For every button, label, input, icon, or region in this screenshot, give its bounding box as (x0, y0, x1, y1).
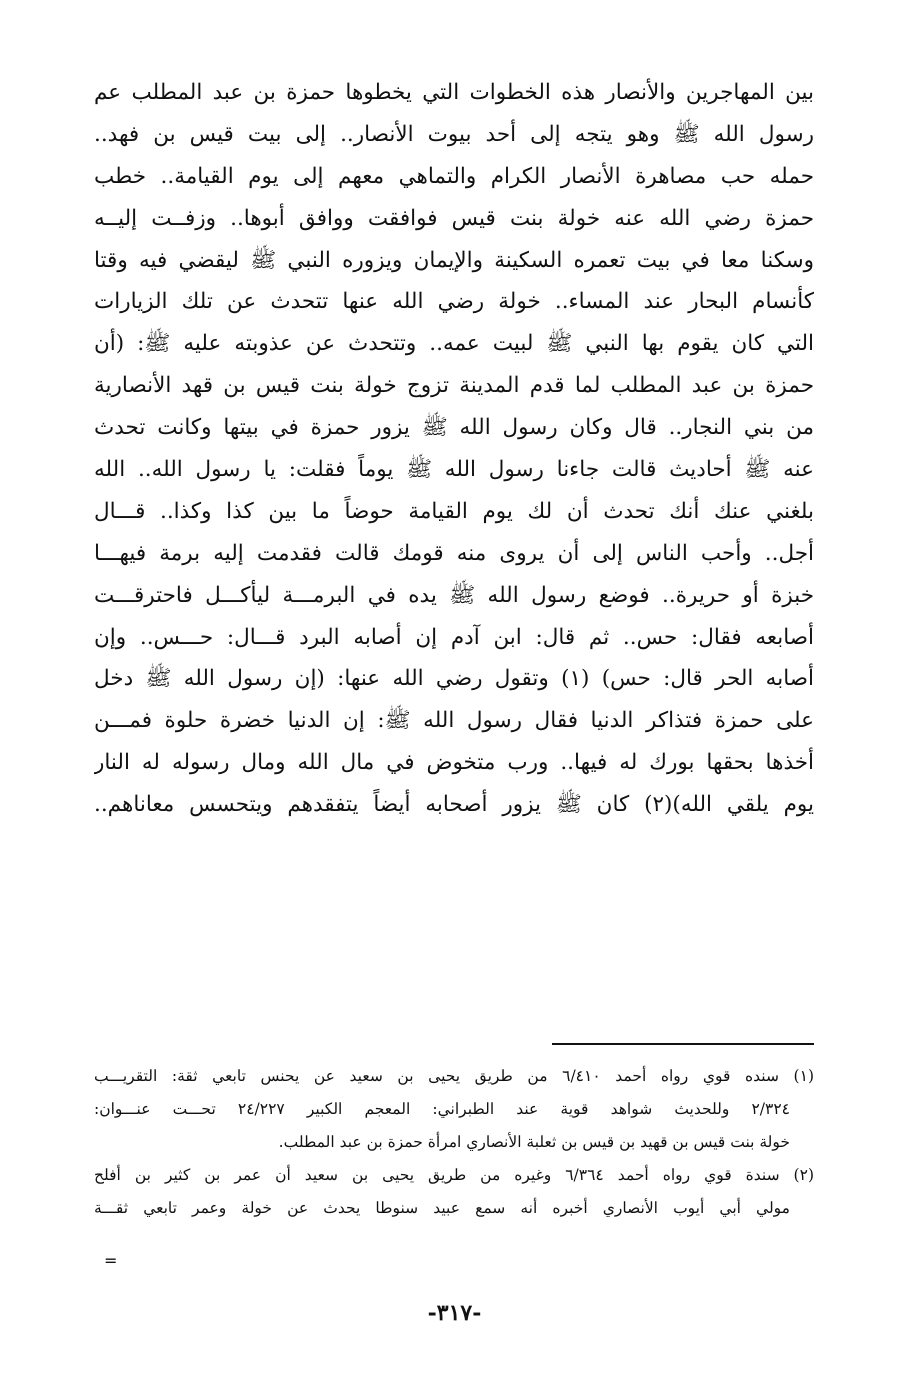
text-line: حمزة بن عبد المطلب لما قدم المدينة تزوج خولة بنت قيس بن قهد الأنصارية (94, 373, 814, 399)
text-line: أخذها بحقها بورك له فيها.. ورب متخوض في مال الله ومال رسوله له النار (94, 750, 814, 776)
text-line: حمله حب مصاهرة الأنصار الكرام والتماهي معهم إلى يوم القيامة.. خطب (94, 163, 814, 189)
footnotes (94, 1060, 814, 1225)
text-line: أصابعه فقال: حس.. ثم قال: ابن آدم إن أصابه البرد قـــال: حـــس.. وإن (94, 624, 814, 650)
continuation-mark: = (104, 1251, 118, 1270)
main-text (94, 72, 814, 826)
text-line: بين المهاجرين والأنصار هذه الخطوات التي يخطوها حمزة بن عبد المطلب عم (94, 80, 814, 105)
footnote-line: (٢) سندة قوي رواه أحمد ٦/٣٦٤ وغيره من طريق يحيى بن سعيد أن عمر بن كثير بن أفلح (94, 1166, 814, 1184)
text-line: عنه ﷺ أحاديث قالت جاءنا رسول الله ﷺ يوماً فقلت: يا رسول الله.. الله (94, 457, 814, 483)
text-line: أصابه الحر قال: حس) (١) وتقول رضي الله عنها: (إن رسول الله ﷺ دخل (94, 666, 814, 692)
text-line: التي كان يقوم بها النبي ﷺ لبيت عمه.. وتتحدث عن عذوبته عليه ﷺ: (أن (94, 331, 814, 357)
footnote-line: خولة بنت قيس بن قهيد بن قيس بن ثعلبة الأنصاري امرأة حمزة بن عبد المطلب. (278, 1133, 790, 1151)
text-line: حمزة رضي الله عنه خولة بنت قيس فوافقت ووافق أبوها.. وزفــت إليــه (94, 205, 814, 231)
footnote-line: ٢/٣٢٤ وللحديث شواهد قوية عند الطبراني: المعجم الكبير ٢٤/٢٢٧ تحـــت عنـــوان: (94, 1100, 790, 1118)
footnote-line: مولي أبي أيوب الأنصاري أخبره أنه سمع عبيد سنوطا يحدث عن خولة وعمر تابعي ثقـــة (94, 1199, 790, 1217)
page-number: -٣١٧- (427, 1300, 482, 1326)
text-line: خبزة أو حريرة.. فوضع رسول الله ﷺ يده في البرمـــة ليأكـــل فاحترقـــت (94, 582, 814, 608)
text-line: أجل.. وأحب الناس إلى أن يروى منه قومك قالت فقدمت إليه برمة فيهـــا (94, 540, 814, 566)
text-line: على حمزة فتذاكر الدنيا فقال رسول الله ﷺ: إن الدنيا خضرة حلوة فمـــن (94, 708, 814, 734)
text-line: كأنسام البحار عند المساء.. خولة رضي الله عنها تتحدث عن تلك الزيارات (94, 289, 814, 315)
text-line: بلغني عنك أنك تحدث أن لك يوم القيامة حوضاً ما بين كذا وكذا.. قـــال (94, 498, 814, 524)
text-line: رسول الله ﷺ وهو يتجه إلى أحد بيوت الأنصار.. إلى بيت قيس بن فهد.. (94, 121, 814, 147)
footnote-line: (١) سنده قوي رواه أحمد ٦/٤١٠ من طريق يحيى بن سعيد عن يحنس تابعي ثقة: التقريـــب (94, 1067, 814, 1085)
footnote-separator (552, 1043, 814, 1045)
text-line: وسكنا معا في بيت تعمره السكينة والإيمان ويزوره النبي ﷺ ليقضي فيه وقتا (94, 247, 814, 273)
text-line: يوم يلقي الله)(٢) كان ﷺ يزور أصحابه أيضاً يتفقدهم ويتحسس معاناهم.. (94, 792, 814, 818)
text-line: من بني النجار.. قال وكان رسول الله ﷺ يزور حمزة في بيتها وكانت تحدث (94, 415, 814, 441)
